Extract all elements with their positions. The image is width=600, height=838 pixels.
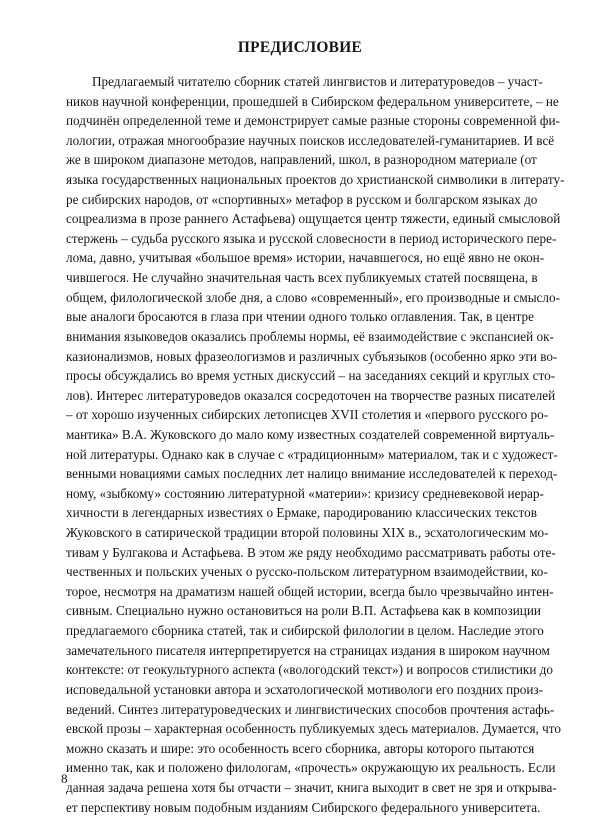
- text-line: ной литературы. Однако как в случае с «традиционным» материалом, так и с художест-: [66, 446, 558, 462]
- text-line: венными новациями самых последних лет налицо внимание исследователей к переход-: [66, 466, 558, 482]
- page-title: ПРЕДИСЛОВИЕ: [237, 39, 363, 56]
- text-line: сивным. Специально нужно остановиться на роли В.П. Астафьева как в композиции: [66, 603, 541, 619]
- text-line: исповедальной установки автора и эсхатологической мотивологи его поздних произ-: [66, 681, 543, 697]
- text-line: ре сибирских народов, от «спортивных» метафор в русском и болгарском языках до: [66, 191, 538, 207]
- text-line: ет перспективу новым подобным изданиям Сибирского федерального университета.: [66, 799, 541, 815]
- text-line: – от хорошо изученных сибирских летописцев XVII столетия и «первого русского ро-: [66, 407, 549, 423]
- text-line: контексте: от геокультурного аспекта («вологодский текст») и вопросов стилистики до: [66, 662, 553, 678]
- text-line: Предлагаемый читателю сборник статей лингвистов и литературоведов – участ-: [92, 74, 543, 89]
- text-line: замечательного писателя интерпретируется на страницах издания в широком научном: [66, 642, 550, 658]
- text-line: данная задача решена хотя бы отчасти – значит, книга выходит в свет не зря и открыва-: [66, 779, 557, 795]
- text-line: мантика» В.А. Жуковского до мало кому известных создателей современной виртуаль-: [66, 426, 555, 442]
- text-line: лологии, отражая многообразие научных поисков исследователей-гуманитариев. И всё: [66, 132, 555, 148]
- text-line: же в широком диапазоне методов, направлений, школ, в разнородном материале (от: [66, 152, 537, 168]
- text-line: чественных и польских ученых о русско-польском литературном взаимодействии, ко-: [66, 564, 548, 580]
- text-line: торое, несмотря на драматизм нашей общей истории, всегда было чрезвычайно интен-: [66, 583, 554, 599]
- text-line: предлагаемого сборника статей, так и сибирской филологии в целом. Наследие этого: [66, 623, 544, 639]
- text-line: ников научной конференции, прошедшей в Сибирском федеральном университете, – не: [66, 93, 559, 109]
- text-line: казионализмов, новых фразеологизмов и различных субъязыков (особенно ярко эти во-: [66, 348, 558, 364]
- text-line: чившегося. Не случайно значительная часть всех публикуемых статей посвящена, в: [66, 270, 538, 286]
- text-line: именно так, как и положено филологам, «прочесть» окружающую их реальность. Если: [66, 760, 556, 776]
- page-number: 8: [61, 771, 68, 786]
- text-line: Жуковского в сатирической традиции второй половины XIX в., эсхатологическим мо-: [66, 525, 549, 541]
- text-line: ведений. Синтез литературоведческих и лингвистических способов прочтения астафь-: [66, 701, 555, 717]
- text-line: лов). Интерес литературоведов оказался сосредоточен на творчестве разных писателей: [66, 387, 556, 403]
- text-line: ному, «зыбкому» состоянию литературной «материи»: кризису средневековой иерар-: [66, 485, 544, 501]
- text-line: хичности в легендарных известиях о Ермаке, пародированию классических текстов: [66, 505, 537, 521]
- text-line: евской прозы – характерная особенность публикуемых здесь материалов. Думается, что: [66, 721, 561, 737]
- text-line: можно сказать и шире: это особенность всего сборника, авторы которого пытаются: [66, 740, 535, 756]
- text-line: внимания языковедов оказались проблемы нормы, её взаимодействие с экспансией ок-: [66, 328, 554, 344]
- body-text: [66, 72, 565, 817]
- text-line: общем, филологической злобе дня, а слово «современный», его производные и смысло-: [66, 289, 560, 305]
- text-line: стержень – судьба русского языка и русской словесности в период исторического пере-: [66, 230, 557, 246]
- text-line: вые аналоги бросаются в глаза при чтении одного только оглавления. Так, в центре: [66, 309, 534, 325]
- text-line: тивам у Булгакова и Астафьева. В этом же ряду необходимо рассматривать работы оте-: [66, 544, 556, 560]
- text-line: соцреализма в прозе раннего Астафьева) ощущается центр тяжести, единый смысловой: [66, 211, 561, 227]
- text-line: лома, давно, учитывая «большое время» истории, начавшегося, но ещё явно не окон-: [66, 250, 545, 266]
- text-line: подчинён определенной теме и демонстрирует самые разные стороны современной фи-: [66, 113, 560, 129]
- text-line: языка государственных национальных проектов до христианской символики в литерату-: [66, 172, 565, 188]
- text-line: просы обсуждались во время устных дискуссий – на заседаниях секций и круглых сто-: [66, 368, 556, 384]
